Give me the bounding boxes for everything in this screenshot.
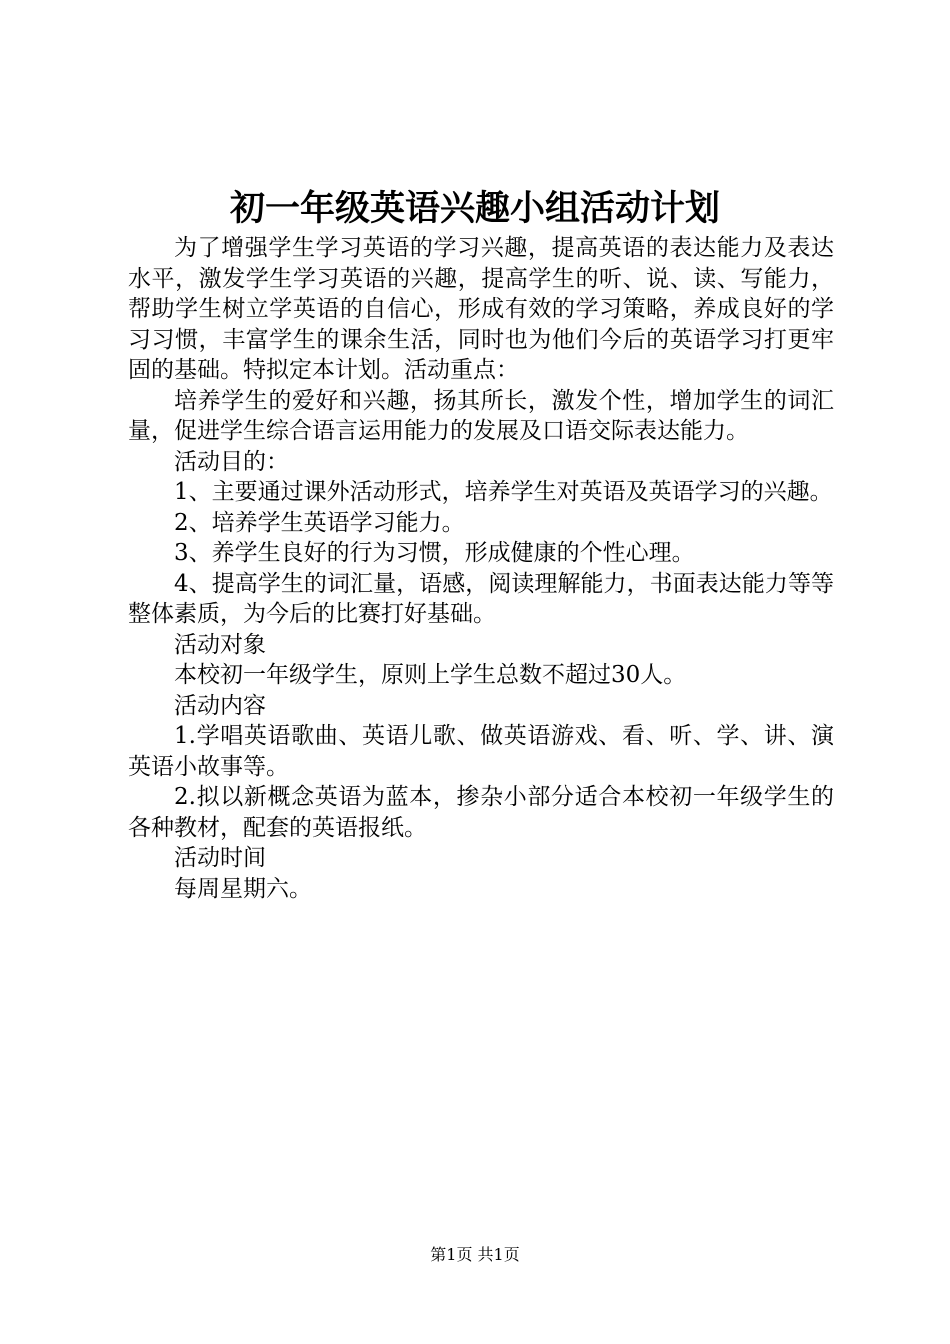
document-title: 初一年级英语兴趣小组活动计划 (229, 188, 720, 229)
content-item-2: 2.拟以新概念英语为蓝本，掺杂小部分适合本校初一年级学生的各种教材，配套的英语报纸。 (128, 784, 834, 841)
time-description: 每周星期六。 (174, 875, 312, 902)
purpose-item-2: 2、培养学生英语学习能力。 (174, 509, 465, 536)
heading-time: 活动时间 (174, 845, 266, 871)
purpose-item-3: 3、养学生良好的行为习惯，形成健康的个性心理。 (174, 540, 695, 566)
heading-target: 活动对象 (174, 631, 266, 658)
document-body (128, 233, 834, 904)
content-item-1: 1.学唱英语歌曲、英语儿歌、做英语游戏、看、听、学、讲、演英语小故事等。 (128, 723, 834, 780)
page-footer: 第1页 共1页 (430, 1245, 520, 1264)
purpose-item-1: 1、主要通过课外活动形式，培养学生对英语及英语学习的兴趣。 (174, 479, 833, 505)
paragraph-focus: 培养学生的爱好和兴趣，扬其所长，激发个性，增加学生的词汇量，促进学生综合语言运用能力的发展及口语交际表达能力。 (128, 387, 834, 444)
heading-content: 活动内容 (174, 692, 266, 719)
heading-purpose: 活动目的： (174, 448, 289, 475)
target-description: 本校初一年级学生，原则上学生总数不超过30人。 (174, 662, 687, 688)
paragraph-intro: 为了增强学生学习英语的学习兴趣，提高英语的表达能力及表达水平，激发学生学习英语的兴趣，提高学生的听、说、读、写能力，帮助学生树立学英语的自信心，形成有效的学习策略，养成良好的学习习惯，丰富学生的课余生活，同时也为他们今后的英语学习打更牢固的基础。特拟定本计划。活动重点： (128, 235, 834, 383)
purpose-item-4: 4、提高学生的词汇量，语感，阅读理解能力，书面表达能力等等整体素质，为今后的比赛打好基础。 (128, 570, 834, 627)
